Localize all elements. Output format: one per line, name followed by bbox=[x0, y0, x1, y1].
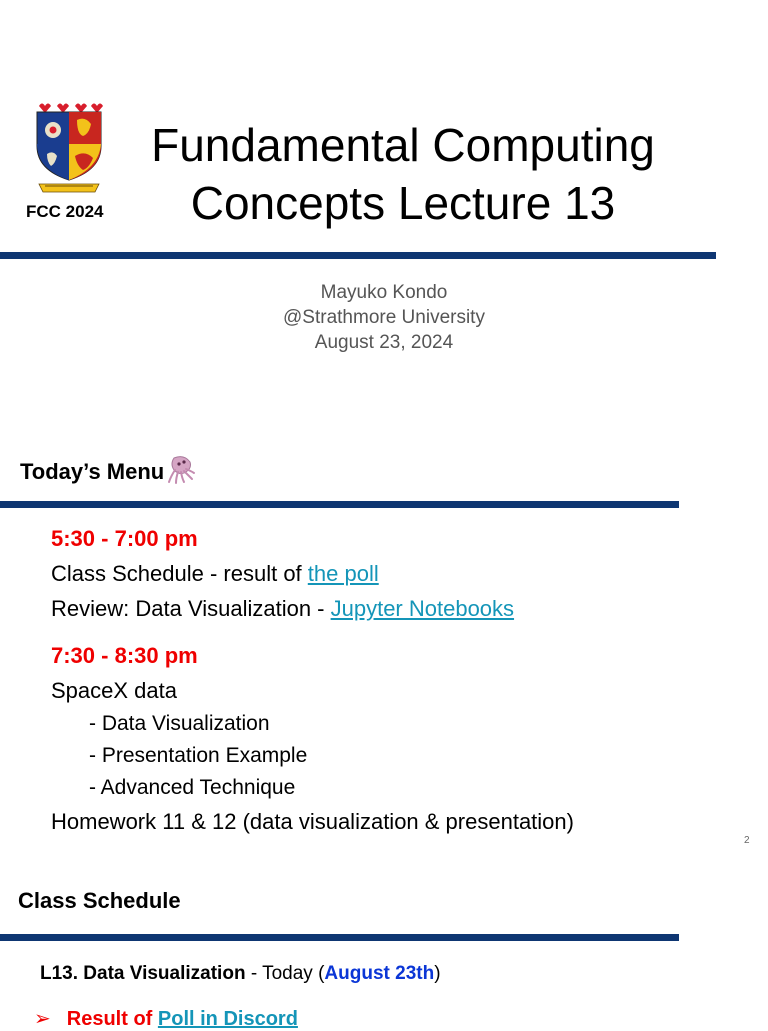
session1-time: 5:30 - 7:00 pm bbox=[51, 526, 198, 551]
page-number: 2 bbox=[744, 835, 750, 846]
session2-time: 7:30 - 8:30 pm bbox=[51, 643, 198, 668]
class-schedule-heading: Class Schedule bbox=[18, 888, 181, 913]
title-divider bbox=[0, 252, 716, 259]
university-crest-logo bbox=[33, 100, 105, 196]
title-line-2: Concepts Lecture 13 bbox=[190, 177, 616, 229]
lecture-title bbox=[118, 116, 688, 232]
sub-item: - Advanced Technique bbox=[89, 776, 296, 799]
author-name: Mayuko Kondo bbox=[320, 282, 448, 303]
author-affiliation: @Strathmore University bbox=[283, 307, 485, 328]
lecture-date-text: August 23th bbox=[324, 963, 435, 984]
squid-icon bbox=[166, 454, 196, 484]
menu-body bbox=[51, 521, 574, 839]
menu-item-review bbox=[51, 591, 574, 626]
title-line-1: Fundamental Computing bbox=[151, 119, 655, 171]
menu-item-text: Review: Data Visualization - bbox=[51, 596, 331, 621]
discord-poll-link[interactable]: Poll in Discord bbox=[157, 1008, 298, 1030]
lecture-line bbox=[40, 963, 441, 985]
menu-item-spacex: SpaceX data bbox=[51, 678, 177, 703]
author-block bbox=[0, 280, 768, 355]
poll-link[interactable]: the poll bbox=[307, 561, 379, 586]
lecture-title-text: L13. Data Visualization bbox=[40, 963, 246, 984]
menu-item-homework: Homework 11 & 12 (data visualization & presentation) bbox=[51, 809, 574, 834]
menu-item-class-schedule bbox=[51, 556, 574, 591]
jupyter-notebooks-link[interactable]: Jupyter Notebooks bbox=[330, 596, 515, 621]
arrow-bullet-icon: ➢ bbox=[34, 1008, 51, 1030]
lecture-separator: - Today ( bbox=[245, 963, 325, 984]
result-prefix: Result of bbox=[66, 1008, 158, 1030]
sub-item: - Presentation Example bbox=[89, 744, 308, 767]
menu-heading-text: Today’s Menu bbox=[20, 459, 165, 484]
sub-item: - Data Visualization bbox=[89, 712, 270, 735]
course-code-label: FCC 2024 bbox=[26, 202, 104, 221]
schedule-divider bbox=[0, 934, 679, 941]
lecture-close: ) bbox=[434, 963, 441, 984]
menu-divider bbox=[0, 501, 679, 508]
result-line bbox=[34, 1006, 298, 1031]
lecture-date: August 23, 2024 bbox=[314, 332, 454, 353]
menu-heading bbox=[20, 454, 196, 485]
menu-item-text: Class Schedule - result of bbox=[51, 561, 308, 586]
